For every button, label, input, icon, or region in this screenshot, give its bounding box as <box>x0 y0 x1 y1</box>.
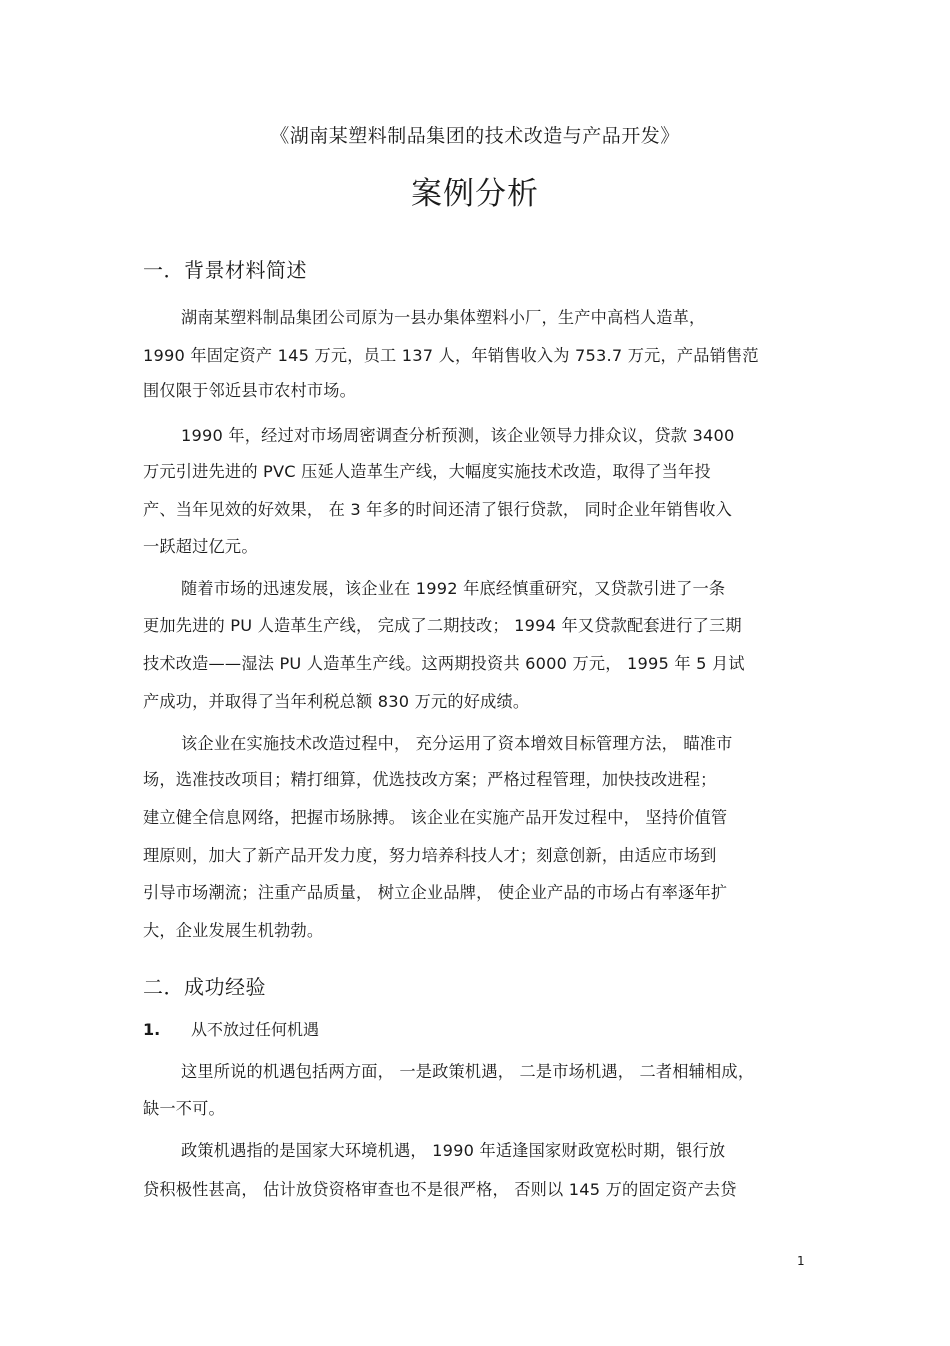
section-heading-background: 一．背景材料简述 <box>143 258 307 282</box>
subsection-label: 从不放过任何机遇 <box>191 1020 320 1039</box>
paragraph-line: 产、当年见效的好效果， 在 3 年多的时间还清了银行贷款， 同时企业年销售收入 <box>143 500 733 519</box>
paragraph-line: 政策机遇指的是国家大环境机遇， 1990 年适逢国家财政宽松时期，银行放 <box>181 1141 726 1160</box>
paragraph-line: 这里所说的机遇包括两方面， 一是政策机遇， 二是市场机遇， 二者相辅相成， <box>181 1062 755 1081</box>
paragraph-line: 更加先进的 PU 人造革生产线， 完成了二期技改； 1994 年又贷款配套进行了三期 <box>143 616 742 635</box>
paragraph-line: 贷积极性甚高， 估计放贷资格审查也不是很严格， 否则以 145 万的固定资产去贷 <box>143 1180 737 1199</box>
paragraph-line: 一跃超过亿元。 <box>143 537 258 556</box>
paragraph-line: 大，企业发展生机勃勃。 <box>143 921 324 940</box>
paragraph-line: 围仅限于邻近县市农村市场。 <box>143 381 357 400</box>
document-title: 案例分析 <box>411 176 539 212</box>
paragraph-line: 缺一不可。 <box>143 1099 225 1118</box>
paragraph-line: 场，选准技改项目；精打细算，优选技改方案；严格过程管理，加快技改进程； <box>143 770 717 789</box>
page-number: 1 <box>797 1254 805 1268</box>
paragraph-line: 该企业在实施技术改造过程中， 充分运用了资本增效目标管理方法， 瞄准市 <box>181 734 733 753</box>
paragraph-line: 1990 年固定资产 145 万元，员工 137 人，年销售收入为 753.7 万元，产品销售范 <box>143 346 759 365</box>
subsection-heading <box>143 1017 319 1043</box>
paragraph-line: 引导市场潮流；注重产品质量， 树立企业品牌， 使企业产品的市场占有率逐年扩 <box>143 883 728 902</box>
paragraph-line: 湖南某塑料制品集团公司原为一县办集体塑料小厂，生产中高档人造革， <box>181 308 706 327</box>
paragraph-line: 技术改造——湿法 PU 人造革生产线。这两期投资共 6000 万元， 1995 年 5 月试 <box>143 654 745 673</box>
document-subtitle: 《湖南某塑料制品集团的技术改造与产品开发》 <box>270 125 680 147</box>
paragraph-line: 随着市场的迅速发展，该企业在 1992 年底经慎重研究，又贷款引进了一条 <box>181 579 726 598</box>
paragraph-line: 建立健全信息网络，把握市场脉搏。 该企业在实施产品开发过程中， 坚持价值管 <box>143 808 728 827</box>
paragraph-line: 理原则，加大了新产品开发力度，努力培养科技人才；刻意创新，由适应市场到 <box>143 846 717 865</box>
paragraph-line: 万元引进先进的 PVC 压延人造革生产线，大幅度实施技术改造，取得了当年投 <box>143 462 711 481</box>
subsection-number: 1. <box>143 1020 161 1039</box>
section-heading-success: 二．成功经验 <box>143 975 266 999</box>
paragraph-line: 产成功，并取得了当年利税总额 830 万元的好成绩。 <box>143 692 530 711</box>
paragraph-line: 1990 年，经过对市场周密调查分析预测，该企业领导力排众议，贷款 3400 <box>181 426 735 445</box>
